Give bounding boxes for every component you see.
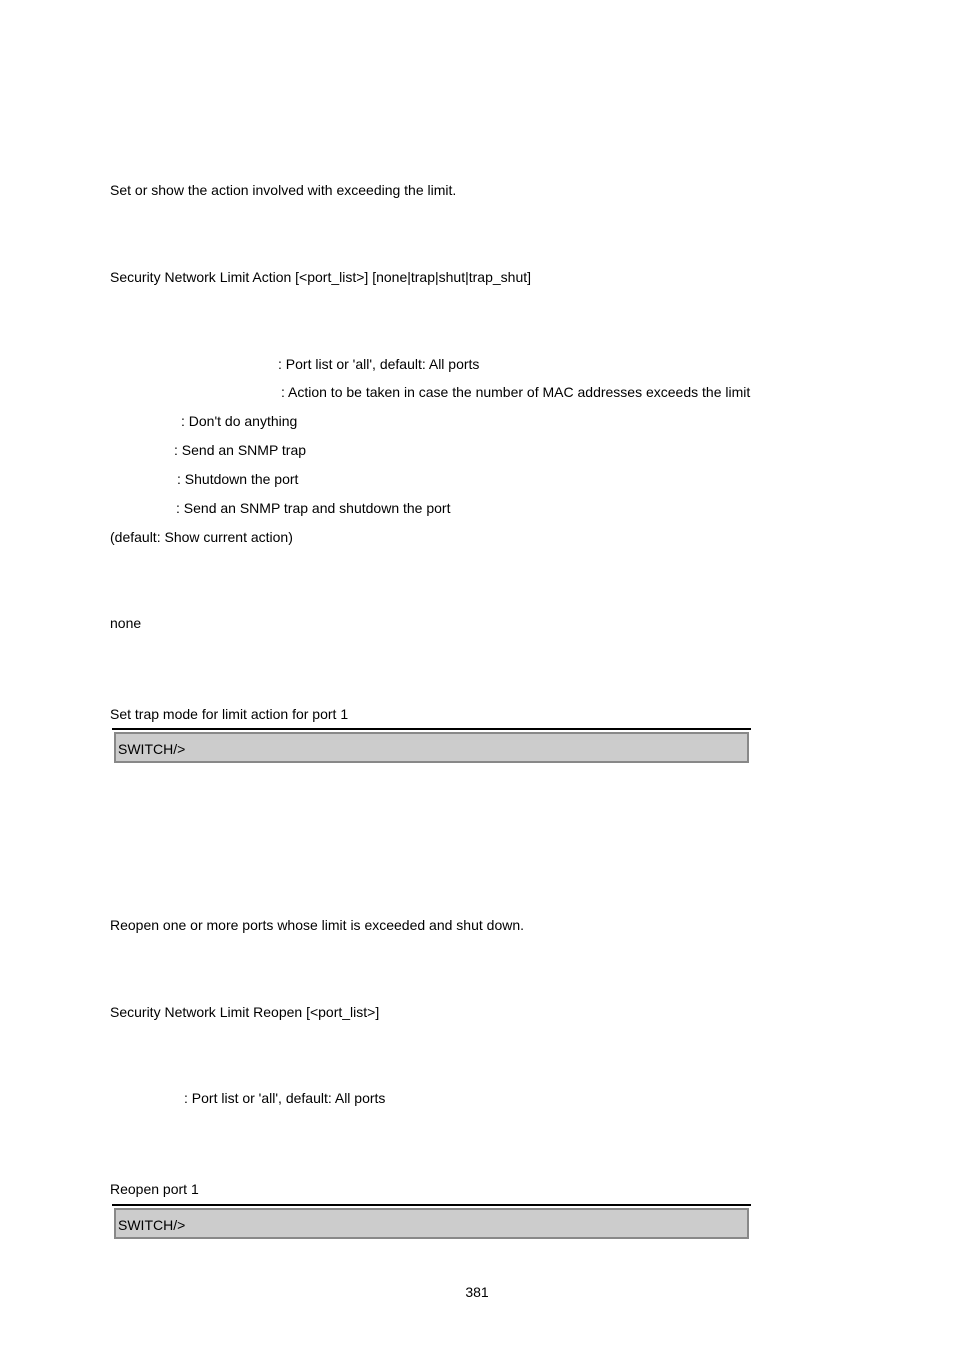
param-shut: : Shutdown the port xyxy=(177,471,299,487)
example-caption-1: Set trap mode for limit action for port 1 xyxy=(110,706,349,722)
reopen-syntax: Security Network Limit Reopen [<port_list>] xyxy=(110,1004,380,1020)
action-syntax: Security Network Limit Action [<port_list>] [none|trap|shut|trap_shut] xyxy=(110,269,532,285)
cli-prompt-2: SWITCH/> xyxy=(114,1208,749,1239)
reopen-param-port-list: : Port list or 'all', default: All ports xyxy=(184,1090,386,1106)
default-value: none xyxy=(110,615,142,631)
param-trap-shut: : Send an SNMP trap and shutdown the port xyxy=(176,500,451,516)
param-action: : Action to be taken in case the number of MAC addresses exceeds the limit xyxy=(281,384,751,400)
param-default-note: (default: Show current action) xyxy=(110,529,293,545)
action-description: Set or show the action involved with exceeding the limit. xyxy=(110,182,457,198)
param-trap: : Send an SNMP trap xyxy=(174,442,307,458)
param-port-list: : Port list or 'all', default: All ports xyxy=(278,356,480,372)
param-none: : Don't do anything xyxy=(181,413,298,429)
reopen-description: Reopen one or more ports whose limit is exceeded and shut down. xyxy=(110,917,525,933)
example-caption-2: Reopen port 1 xyxy=(110,1181,199,1197)
cli-example-box-1 xyxy=(112,728,751,765)
page-number: 381 xyxy=(465,1284,489,1300)
cli-example-box-2 xyxy=(112,1204,751,1241)
cli-prompt-1: SWITCH/> xyxy=(114,732,749,763)
